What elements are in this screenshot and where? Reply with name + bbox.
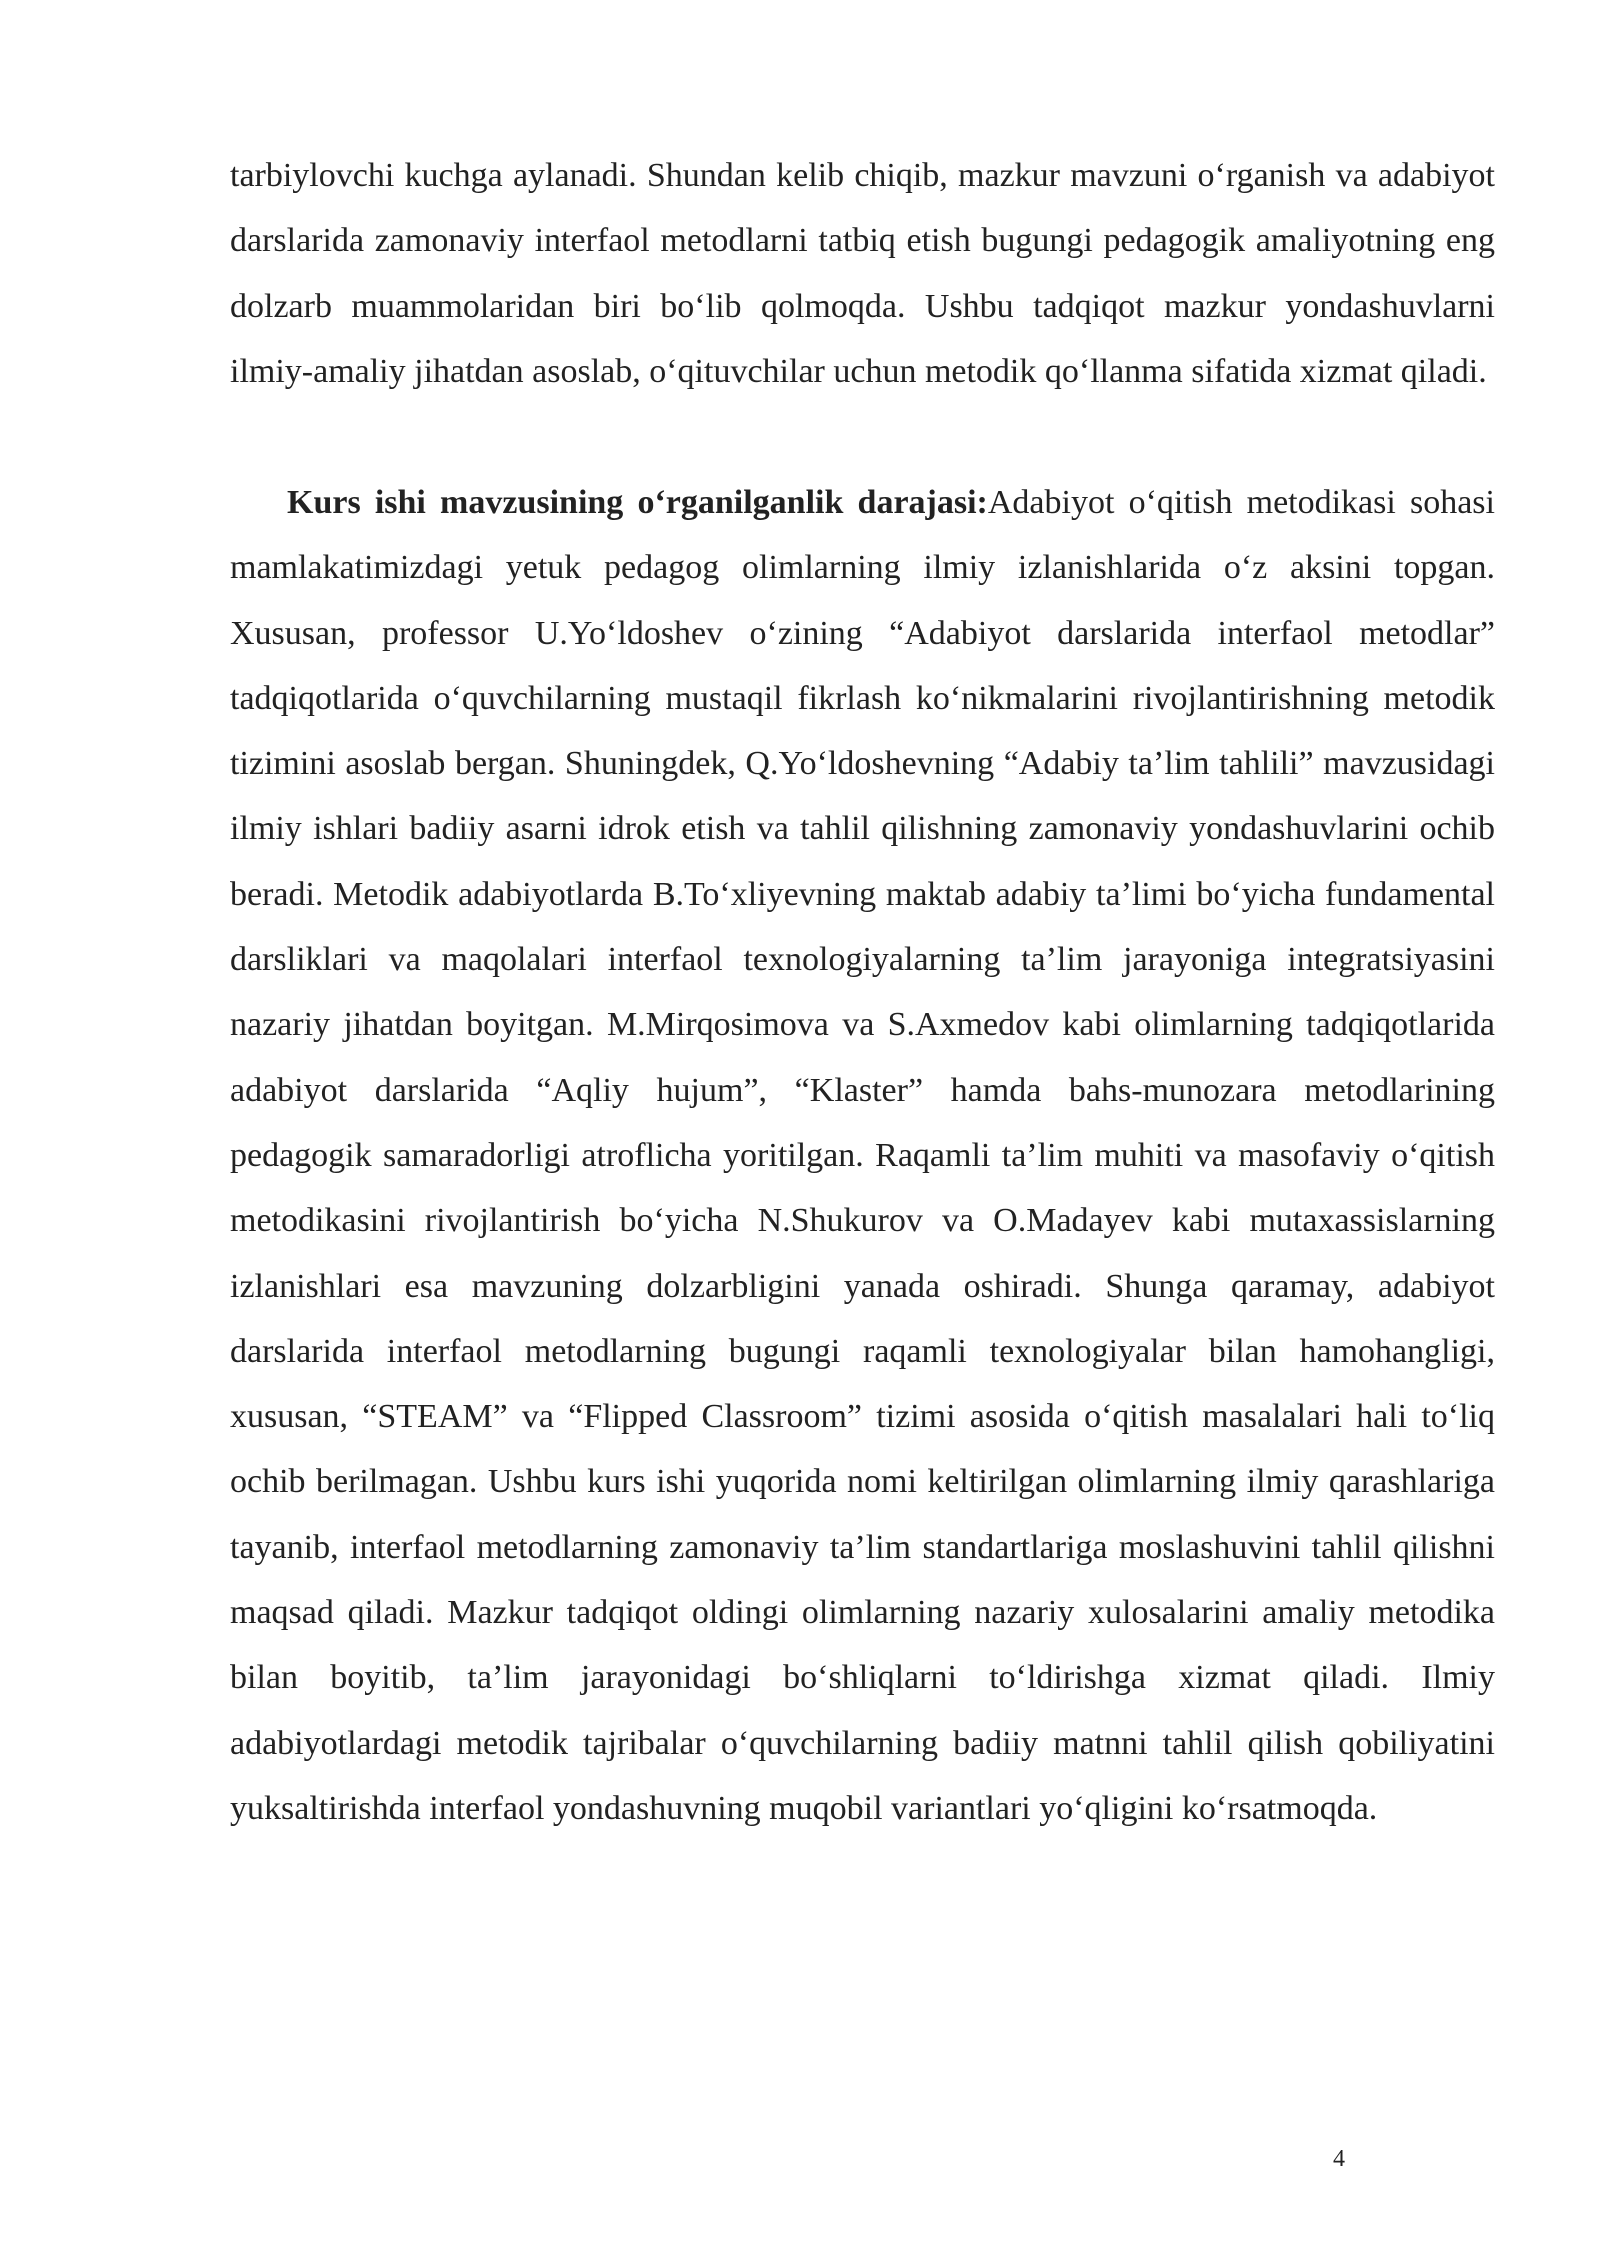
- page-number: 4: [1333, 2146, 1345, 2172]
- section-heading-inline: Kurs ishi mavzusining o‘rganilganlik darajasi:: [287, 484, 988, 521]
- paragraph-text: Adabiyot o‘qitish metodikasi sohasi mamlakatimizdagi yetuk pedagog olimlarning ilmiy izlanishlarida o‘z aksini topgan. Xususan, professor U.Yo‘ldoshev o‘zining “Adabiyot darslarida interfaol metodlar” tadqiqotlarida o‘quvchilarning mustaqil fikrlash ko‘nikmalarini rivojlantirishning metodik tizimini asoslab bergan. Shuningdek, Q.Yo‘ldoshevning “Adabiy ta’lim tahlili” mavzusidagi ilmiy ishlari badiiy asarni idrok etish va tahlil qilishning zamonaviy yondashuvlarini ochib beradi. Metodik adabiyotlarda B.To‘xliyevning maktab adabiy ta’limi bo‘yicha fundamental darsliklari va maqolalari interfaol texnologiyalarning ta’lim jarayoniga integratsiyasini nazariy jihatdan boyitgan. M.Mirqosimova va S.Axmedov kabi olimlarning tadqiqotlarida adabiyot darslarida “Aqliy hujum”, “Klaster” hamda bahs-munozara metodlarining pedagogik samaradorligi atroflicha yoritilgan. Raqamli ta’lim muhiti va masofaviy o‘qitish metodikasini rivojlantirish bo‘yicha N.Shukurov va O.Madayev kabi mutaxassislarning izlanishlari esa mavzuning dolzarbligini yanada oshiradi. Shunga qaramay, adabiyot darslarida interfaol metodlarning bugungi raqamli texnologiyalar bilan hamohangligi, xususan, “STEAM” va “Flipped Classroom” tizimi asosida o‘qitish masalalari hali to‘liq ochib berilmagan. Ushbu kurs ishi yuqorida nomi keltirilgan olimlarning ilmiy qarashlariga tayanib, interfaol metodlarning zamonaviy ta’lim standartlariga moslashuvini tahlil qilishni maqsad qiladi. Mazkur tadqiqot oldingi olimlarning nazariy xulosalarini amaliy metodika bilan boyitib, ta’lim jarayonidagi bo‘shliqlarni to‘ldirishga xizmat qiladi. Ilmiy adabiyotlardagi metodik tajribalar o‘quvchilarning badiiy matnni tahlil qilish qobiliyatini yuksaltirishda interfaol yondashuvning muqobil variantlari yo‘qligini ko‘rsatmoqda.: [230, 484, 1495, 1827]
- paragraph-intro-continuation: [230, 143, 1495, 404]
- paragraph-body: [230, 470, 1495, 1841]
- paragraph-text: tarbiylovchi kuchga aylanadi. Shundan kelib chiqib, mazkur mavzuni o‘rganish va adabiyot darslarida zamonaviy interfaol metodlarni tatbiq etish bugungi pedagogik amaliyotning eng dolzarb muammolaridan biri bo‘lib qolmoqda. Ushbu tadqiqot mazkur yondashuvlarni ilmiy-amaliy jihatdan asoslab, o‘qituvchilar uchun metodik qo‘llanma sifatida xizmat qiladi.: [230, 157, 1495, 390]
- paragraph-research-level: [230, 470, 1495, 1841]
